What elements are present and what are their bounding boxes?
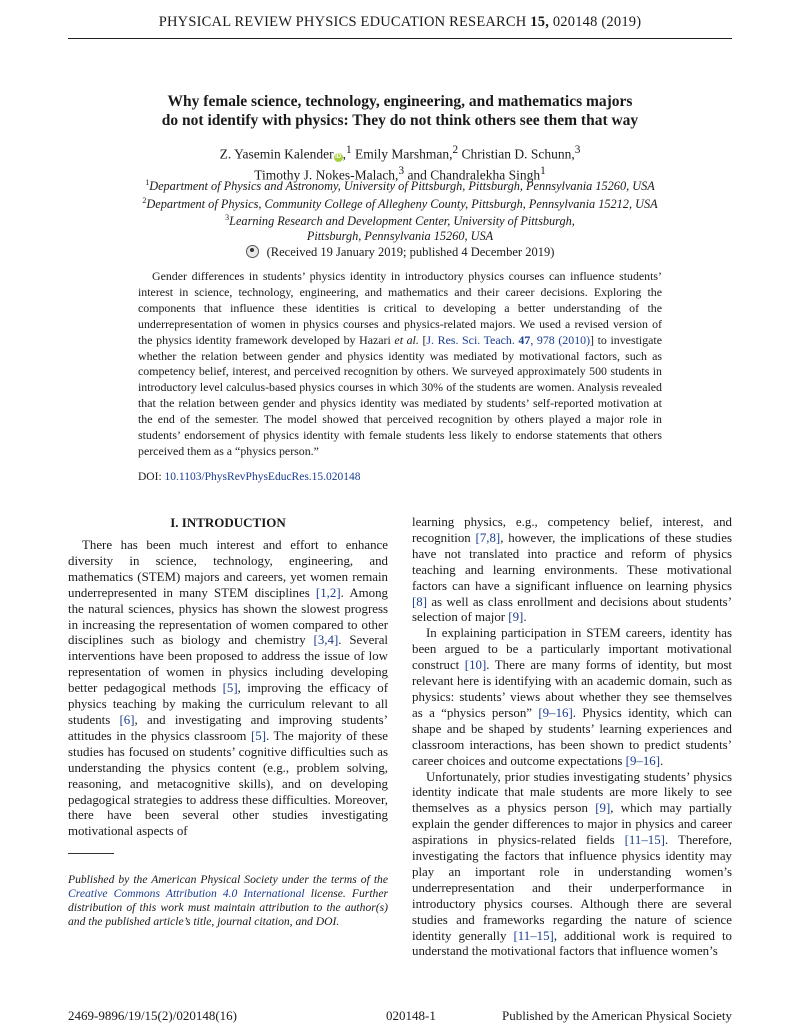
affiliation-3-cont: Pittsburgh, Pennsylvania 15260, USA: [306, 228, 494, 243]
journal-volume: 15,: [530, 14, 550, 30]
received-dates: (Received 19 January 2019; published 4 December 2019): [90, 245, 710, 260]
citation-link[interactable]: [5]: [250, 728, 266, 743]
section-heading: I. INTRODUCTION: [170, 515, 286, 530]
author-name: Christian D. Schunn,: [461, 146, 575, 162]
header-divider: [68, 38, 732, 39]
issn: 2469-9896/19/15(2)/020148(16): [68, 1008, 237, 1023]
affiliations: [90, 176, 710, 243]
author-line-2: Timothy J. Nokes-Malach,$^3$ and Chandralekha Singh$^1$: [254, 164, 546, 182]
crossmark-icon[interactable]: [246, 245, 259, 258]
citation-link[interactable]: [8]: [412, 594, 428, 609]
journal-header: [68, 14, 732, 31]
title-line-2: do not identify with physics: They do not think others see them that way: [161, 112, 639, 129]
citation-link[interactable]: [6]: [119, 712, 135, 727]
citation-link[interactable]: [11–15]: [624, 833, 665, 848]
article-number: 020148 (2019): [552, 14, 642, 30]
license-link[interactable]: Creative Commons Attribution 4.0 International: [68, 887, 305, 900]
citation-link[interactable]: [9]: [508, 610, 524, 625]
author-name: Timothy J. Nokes-Malach,: [254, 167, 399, 182]
citation-link[interactable]: [5]: [222, 681, 238, 696]
citation-link[interactable]: [11–15]: [513, 928, 554, 943]
paper-title: [68, 92, 732, 130]
doi: DOI: 10.1103/PhysRevPhysEducRes.15.020148: [138, 471, 361, 483]
journal-name: PHYSICAL REVIEW PHYSICS EDUCATION RESEARCH: [158, 14, 527, 30]
citation-link[interactable]: [9]: [595, 801, 611, 816]
citation-link[interactable]: [3,4]: [313, 633, 339, 648]
citation-link[interactable]: [1,2]: [315, 585, 341, 600]
citation-link[interactable]: [9–16]: [625, 753, 661, 768]
page-number: 020148-1: [386, 1008, 436, 1023]
doi-link[interactable]: 10.1103/PhysRevPhysEducRes.15.020148: [164, 471, 361, 483]
citation-link[interactable]: [10]: [464, 658, 487, 673]
publisher: Published by the American Physical Society: [502, 1008, 732, 1023]
footnote-divider: [68, 853, 114, 854]
title-line-1: Why female science, technology, engineering, and mathematics majors: [167, 93, 633, 110]
affiliation-1: $^1$Department of Physics and Astronomy, University of Pittsburgh, Pittsburgh, Pennsylvania 15260, USA: [145, 178, 655, 194]
paragraph: In explaining participation in STEM careers, identity has been argued to be a particularly important motivational construct [10]. There are many forms of identity, but most relevant here is identifying with an academic domain, such as physics: students’ views about whether they see themselves as a “physics person” [9–16]. Physics identity, which can shape and be shaped by students’ learning experiences and classroom interactions, has been shown to predict students’ career choices and outcome expectations [9–16].: [412, 626, 732, 768]
paragraph: Unfortunately, prior studies investigating students’ physics identity indicate that male students are more likely to see themselves as a physics person [9], which may partially explain the gender differences to major in physics and career aspirations in physics-related fields [11–15]. Therefore, investigating the factors that influence physics identity may play an important role in understanding women’s underrepresentation and their underperformance in introductory physics courses. Although there are several studies and frameworks regarding the nature of science identity generally [11–15], additional work is required to understand the motivational factors that influence women’s: [412, 769, 733, 959]
citation-link[interactable]: [9–16]: [538, 705, 573, 720]
affiliation-2: $^2$Department of Physics, Community College of Allegheny County, Pittsburgh, Pennsylvania 15212, USA: [142, 195, 658, 211]
license-note: Published by the American Physical Society under the terms of the Creative Commons Attribution 4.0 International license. Further distribution of this work must maintain attribution to the author(s) and the published article’s title, journal citation, and DOI.: [68, 873, 388, 928]
affiliation-3: $^3$Learning Research and Development Center, University of Pittsburgh,: [225, 213, 575, 229]
orcid-icon[interactable]: iD: [335, 153, 342, 160]
author-name: Z. Yasemin Kalender: [219, 146, 334, 162]
paragraph: There has been much interest and effort to enhance diversity in science, technology, engineering, and mathematics (STEM) majors and careers, yet women remain underrepresented in many STEM disciplines [1,2]. Among the natural sciences, physics has shown the slowest progress in increasing the representation of women compared to other disciplines such as biology and chemistry [3,4]. Several interventions have been proposed to address the issue of low representation of women in physics including developing better pedagogical methods [5], improving the efficacy of physics teaching by making the curriculum relevant to all students [6], and investigating and improving students’ attitudes in the physics classroom [5]. The majority of these studies has focused on students’ cognitive difficulties such as understanding the physics content (e.g., problem solving, reasoning, and metacognitive skills), and on developing pedagogical strategies to address these difficulties. Moreover, there have been several other studies investigating motivational aspects of: [68, 538, 389, 839]
paragraph: learning physics, e.g., competency belief, interest, and recognition [7,8], however, the implications of these studies have not translated into practice and reform of physics teaching and learning environments. These motivational factors can have a significant influence on learning physics [8] as well as class enrollment and decisions about students’ selection of major [9].: [412, 515, 732, 625]
author-line-1: Z. Yasemin Kalender iD ,$^1$ Emily Marshman,$^2$ Christian D. Schunn,$^3$: [219, 144, 581, 162]
author-name: and Chandralekha Singh: [407, 167, 541, 182]
reference-link[interactable]: J. Res. Sci. Teach. 47, 978 (2010): [426, 332, 591, 347]
citation-link[interactable]: [7,8]: [475, 530, 501, 545]
author-name: Emily Marshman,: [354, 146, 453, 162]
right-column: [412, 515, 732, 960]
left-column: [68, 538, 388, 840]
abstract: Gender differences in students’ physics identity in introductory physics courses can influence students’ interest in science, technology, engineering, and mathematics and their career decisions. Exploring the components that influence these identities is critical to developing a better understanding of the underrepresentation of women in physics courses and physics-related majors. We used a revised version of the physics identity framework developed by Hazari et al. [J. Res. Sci. Teach. 47, 978 (2010)] to investigate whether the relation between gender and physics identity was mediated by motivational factors, such as competency belief, interest, and perceived recognition by others. We surveyed approximately 500 students in introductory level calculus-based physics courses in which 30% of the students are women. Analysis revealed that the relation between gender and physics identity was mediated by students’ self-reported motivation at the end of the semester. The model showed that perceived recognition by others played a major role in students’ endorsement of physics identity with female students less likely to endorse statements that others perceived them as a “physics person.”: [138, 269, 662, 458]
